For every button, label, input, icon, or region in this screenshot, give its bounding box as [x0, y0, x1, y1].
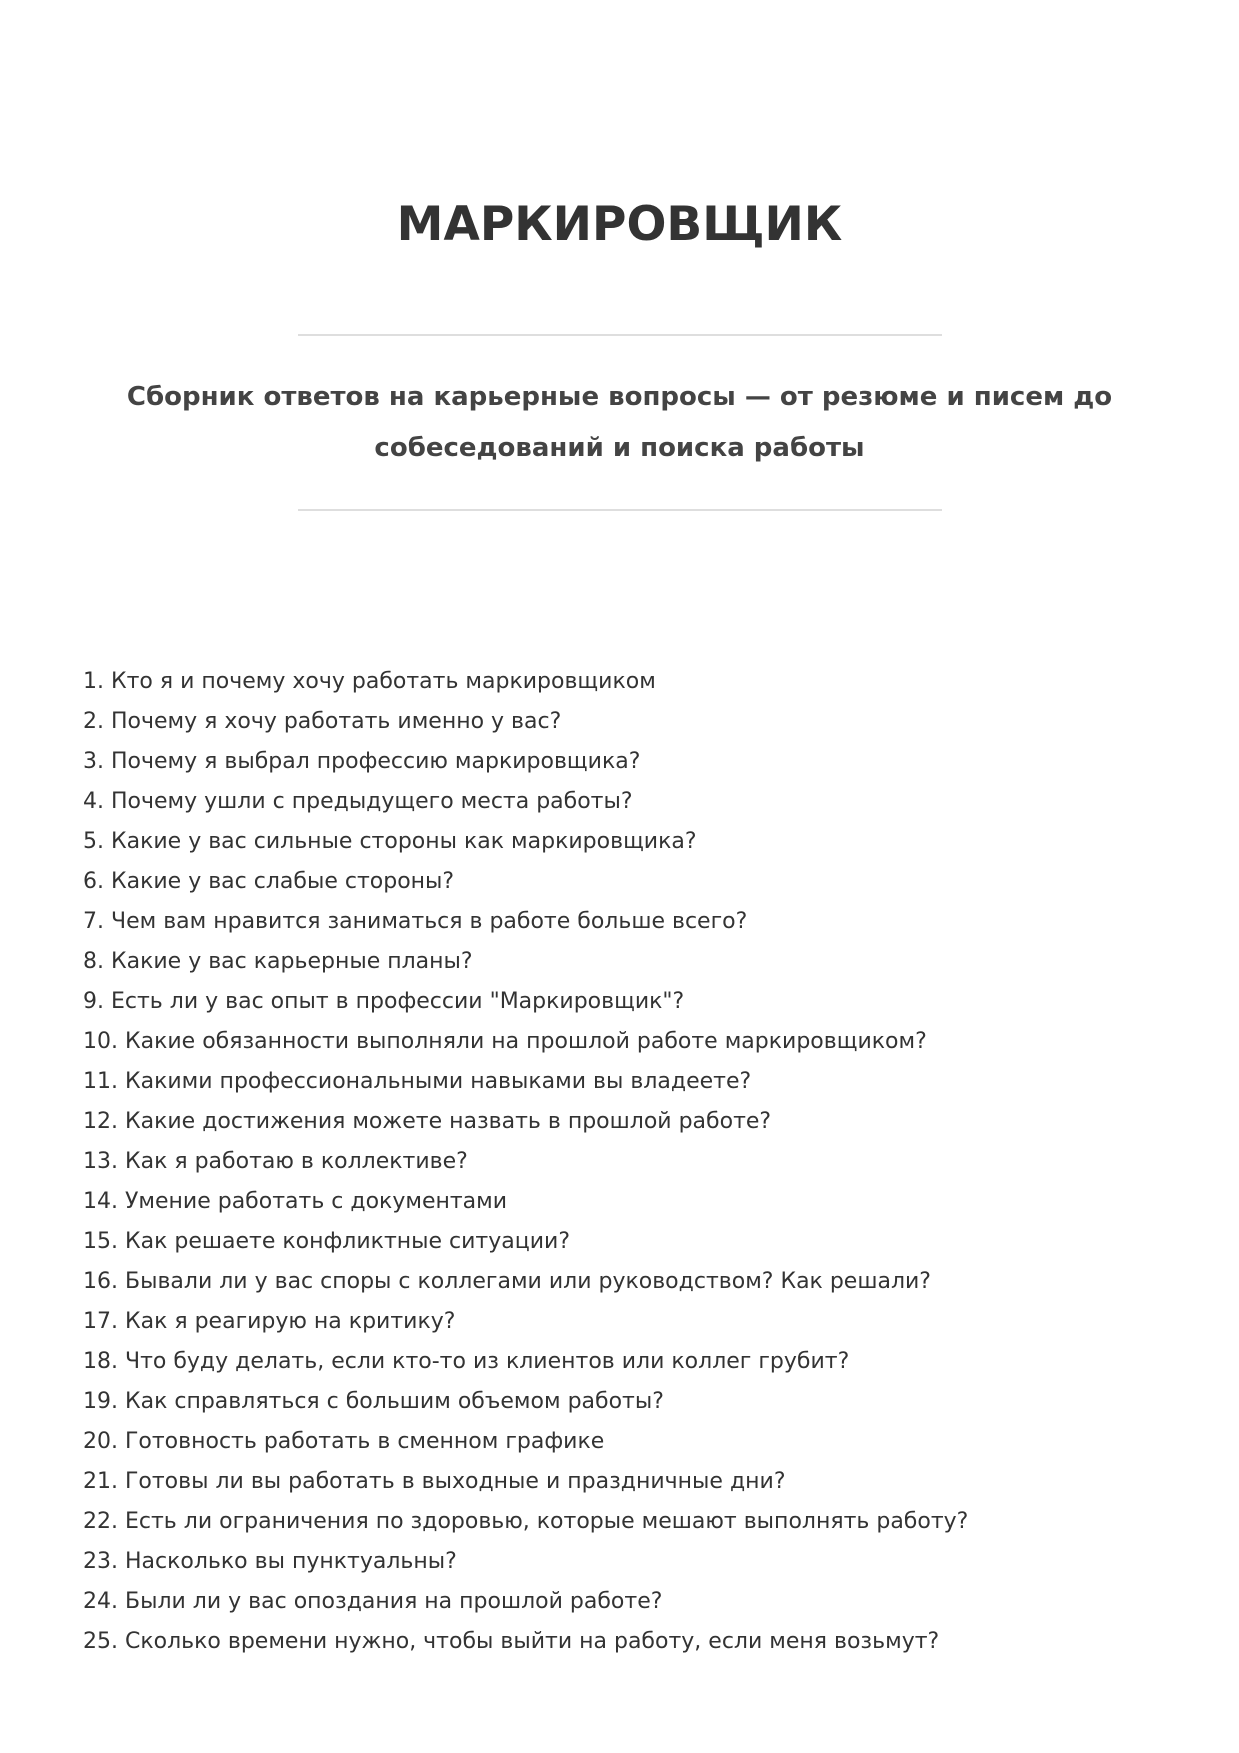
question-item: 18. Что буду делать, если кто-то из клиентов или коллег грубит?: [83, 1349, 850, 1374]
question-item: 13. Как я работаю в коллективе?: [83, 1149, 468, 1174]
question-item: 25. Сколько времени нужно, чтобы выйти на работу, если меня возьмут?: [83, 1629, 940, 1654]
question-item: 10. Какие обязанности выполняли на прошлой работе маркировщиком?: [83, 1029, 927, 1054]
question-item: 6. Какие у вас слабые стороны?: [83, 869, 455, 894]
question-item: 23. Насколько вы пунктуальны?: [83, 1549, 457, 1574]
question-item: 15. Как решаете конфликтные ситуации?: [83, 1229, 570, 1254]
question-item: 5. Какие у вас сильные стороны как маркировщика?: [83, 829, 697, 854]
question-list: [83, 662, 1183, 1662]
question-item: 17. Как я реагирую на критику?: [83, 1309, 456, 1334]
question-item: 11. Какими профессиональными навыками вы владеете?: [83, 1069, 752, 1094]
divider-bottom: [298, 509, 942, 511]
question-item: 4. Почему ушли с предыдущего места работы?: [83, 789, 633, 814]
question-item: 19. Как справляться с большим объемом работы?: [83, 1389, 664, 1414]
question-item: 9. Есть ли у вас опыт в профессии "Маркировщик"?: [83, 989, 685, 1014]
question-item: 21. Готовы ли вы работать в выходные и праздничные дни?: [83, 1469, 786, 1494]
page-title: МАРКИРОВЩИК: [396, 197, 843, 252]
question-item: 8. Какие у вас карьерные планы?: [83, 949, 473, 974]
question-item: 7. Чем вам нравится заниматься в работе больше всего?: [83, 909, 748, 934]
question-item: 1. Кто я и почему хочу работать маркировщиком: [83, 669, 656, 694]
question-item: 22. Есть ли ограничения по здоровью, которые мешают выполнять работу?: [83, 1509, 969, 1534]
question-item: 2. Почему я хочу работать именно у вас?: [83, 709, 562, 734]
question-item: 16. Бывали ли у вас споры с коллегами или руководством? Как решали?: [83, 1269, 931, 1294]
question-item: 24. Были ли у вас опоздания на прошлой работе?: [83, 1589, 663, 1614]
question-item: 3. Почему я выбрал профессию маркировщика?: [83, 749, 641, 774]
question-item: 12. Какие достижения можете назвать в прошлой работе?: [83, 1109, 772, 1134]
subtitle: Сборник ответов на карьерные вопросы — от резюме и писем до собеседований и поиска работы: [126, 382, 1113, 463]
question-item: 14. Умение работать с документами: [83, 1189, 508, 1214]
divider-top: [298, 334, 942, 336]
question-item: 20. Готовность работать в сменном графике: [83, 1429, 605, 1454]
